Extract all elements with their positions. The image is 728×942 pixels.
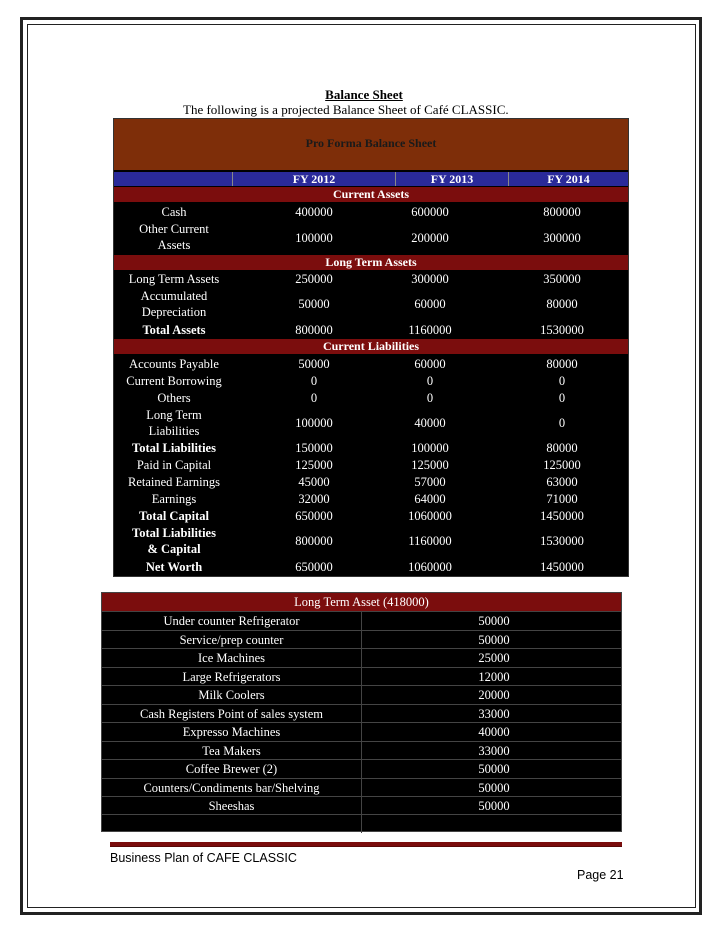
asset-name: Under counter Refrigerator: [102, 612, 362, 630]
balance-sheet-header: [114, 119, 628, 170]
row-label: Other Current: [139, 222, 209, 236]
cell-fy2012: 100000: [295, 416, 333, 430]
list-item: [102, 667, 621, 686]
column-head-blank: [114, 172, 233, 186]
cell-fy2012: 50000: [298, 297, 330, 311]
cell-fy2012: 250000: [295, 272, 333, 286]
cell-fy2013: 300000: [411, 272, 449, 286]
section-current-assets: [114, 187, 628, 202]
cell-fy2014: 1450000: [540, 509, 584, 523]
list-item: [102, 704, 621, 723]
cell-fy2014: 63000: [546, 475, 578, 489]
list-item: [102, 611, 621, 630]
cell-fy2012: 45000: [298, 475, 330, 489]
asset-value: 50000: [478, 762, 510, 776]
column-head-fy2014: FY 2014: [509, 172, 628, 186]
asset-value: 50000: [478, 614, 510, 628]
asset-value: 20000: [478, 688, 510, 702]
balance-sheet-table: [113, 118, 629, 577]
list-item-empty: [102, 814, 621, 833]
list-item: [102, 722, 621, 741]
cell-fy2013: 57000: [414, 475, 446, 489]
cell-fy2014: 0: [558, 391, 566, 405]
cell-fy2013: 1060000: [408, 560, 452, 574]
list-item: [102, 685, 621, 704]
asset-value: 50000: [478, 633, 510, 647]
asset-value: 50000: [478, 799, 510, 813]
cell-fy2014: 300000: [543, 231, 581, 245]
cell-fy2013: 40000: [414, 416, 446, 430]
row-label: Total Capital: [138, 509, 210, 523]
row-label: Cash: [161, 205, 187, 219]
cell-fy2013: 0: [426, 374, 434, 388]
asset-value: 12000: [478, 670, 510, 684]
row-label: Current Borrowing: [126, 374, 222, 388]
list-item: [102, 759, 621, 778]
cell-fy2012: 800000: [295, 323, 333, 337]
cell-fy2014: 0: [558, 416, 566, 430]
row-label-line2: & Capital: [147, 542, 201, 556]
cell-fy2014: 125000: [543, 458, 581, 472]
cell-fy2012: 32000: [298, 492, 330, 506]
page-title: Balance Sheet: [325, 87, 403, 102]
section-current-liabilities: [114, 339, 628, 354]
asset-value: 50000: [478, 781, 510, 795]
cell-fy2012: 150000: [295, 441, 333, 455]
row-label-line2: Liabilities: [148, 424, 200, 438]
cell-fy2013: 100000: [411, 441, 449, 455]
cell-fy2012: 125000: [295, 458, 333, 472]
cell-fy2014: 800000: [543, 205, 581, 219]
cell-fy2014: 80000: [546, 441, 578, 455]
row-label-line2: Assets: [157, 238, 191, 252]
cell-fy2014: 1530000: [540, 323, 584, 337]
row-label: Earnings: [151, 492, 197, 506]
asset-name: Cash Registers Point of sales system: [102, 705, 362, 723]
cell-fy2012: 0: [310, 391, 318, 405]
row-label: Total Assets: [142, 323, 206, 337]
list-item: [102, 741, 621, 760]
cell-fy2013: 60000: [414, 297, 446, 311]
cell-fy2012: 650000: [295, 509, 333, 523]
section-long-term-assets: [114, 255, 628, 270]
cell-fy2012: 0: [310, 374, 318, 388]
footer-rule: [110, 842, 622, 847]
long-term-asset-table: [101, 592, 622, 832]
section-label: Current Liabilities: [322, 339, 420, 353]
asset-value: 25000: [478, 651, 510, 665]
row-label: Accounts Payable: [129, 357, 219, 371]
footer-text: Business Plan of CAFE CLASSIC: [110, 851, 297, 865]
section-label: Current Assets: [332, 187, 410, 201]
row-label: Long Term: [146, 408, 202, 422]
cell-fy2014: 350000: [543, 272, 581, 286]
cell-fy2013: 125000: [411, 458, 449, 472]
cell-fy2012: 50000: [298, 357, 330, 371]
asset-name: Ice Machines: [102, 649, 362, 667]
asset-value: 40000: [478, 725, 510, 739]
cell-fy2013: 600000: [411, 205, 449, 219]
asset-value: 33000: [478, 707, 510, 721]
list-item: [102, 796, 621, 815]
row-label: Net Worth: [145, 560, 203, 574]
asset-name: Large Refrigerators: [102, 668, 362, 686]
asset-name: Coffee Brewer (2): [102, 760, 362, 778]
list-item: [102, 648, 621, 667]
asset-value: 33000: [478, 744, 510, 758]
cell-fy2012: 100000: [295, 231, 333, 245]
asset-name-empty: [102, 815, 362, 833]
cell-fy2014: 80000: [546, 357, 578, 371]
cell-fy2013: 1160000: [408, 534, 452, 548]
row-label: Total Liabilities: [132, 526, 216, 540]
asset-name: Counters/Condiments bar/Shelving: [102, 779, 362, 797]
cell-fy2013: 64000: [414, 492, 446, 506]
asset-name: Milk Coolers: [102, 686, 362, 704]
cell-fy2013: 1160000: [408, 323, 452, 337]
row-label: Others: [157, 391, 191, 405]
cell-fy2012: 650000: [295, 560, 333, 574]
page-subtitle: The following is a projected Balance Sheet of Café CLASSIC.: [183, 102, 509, 117]
asset-name: Expresso Machines: [102, 723, 362, 741]
cell-fy2014: 1530000: [540, 534, 584, 548]
list-item: [102, 630, 621, 649]
cell-fy2014: 71000: [546, 492, 578, 506]
column-head-fy2013: FY 2013: [396, 172, 509, 186]
row-label: Accumulated: [140, 289, 208, 303]
section-label: Long Term Assets: [325, 255, 417, 269]
row-label-line2: Depreciation: [141, 305, 207, 319]
cell-fy2013: 200000: [411, 231, 449, 245]
cell-fy2014: 1450000: [540, 560, 584, 574]
cell-fy2013: 0: [426, 391, 434, 405]
cell-fy2013: 60000: [414, 357, 446, 371]
page-number: Page 21: [577, 868, 624, 882]
asset-name: Service/prep counter: [102, 631, 362, 649]
cell-fy2013: 1060000: [408, 509, 452, 523]
cell-fy2014: 80000: [546, 297, 578, 311]
cell-fy2014: 0: [558, 374, 566, 388]
long-term-asset-header: Long Term Asset (418000): [102, 593, 621, 611]
cell-fy2012: 800000: [295, 534, 333, 548]
balance-sheet-header-label: Pro Forma Balance Sheet: [305, 136, 437, 150]
row-label: Long Term Assets: [128, 272, 220, 286]
row-label: Retained Earnings: [128, 475, 220, 489]
row-label: Total Liabilities: [132, 441, 216, 455]
asset-name: Tea Makers: [102, 742, 362, 760]
cell-fy2012: 400000: [295, 205, 333, 219]
row-label: Paid in Capital: [136, 458, 212, 472]
column-head-fy2012: FY 2012: [233, 172, 396, 186]
list-item: [102, 778, 621, 797]
asset-name: Sheeshas: [102, 797, 362, 815]
